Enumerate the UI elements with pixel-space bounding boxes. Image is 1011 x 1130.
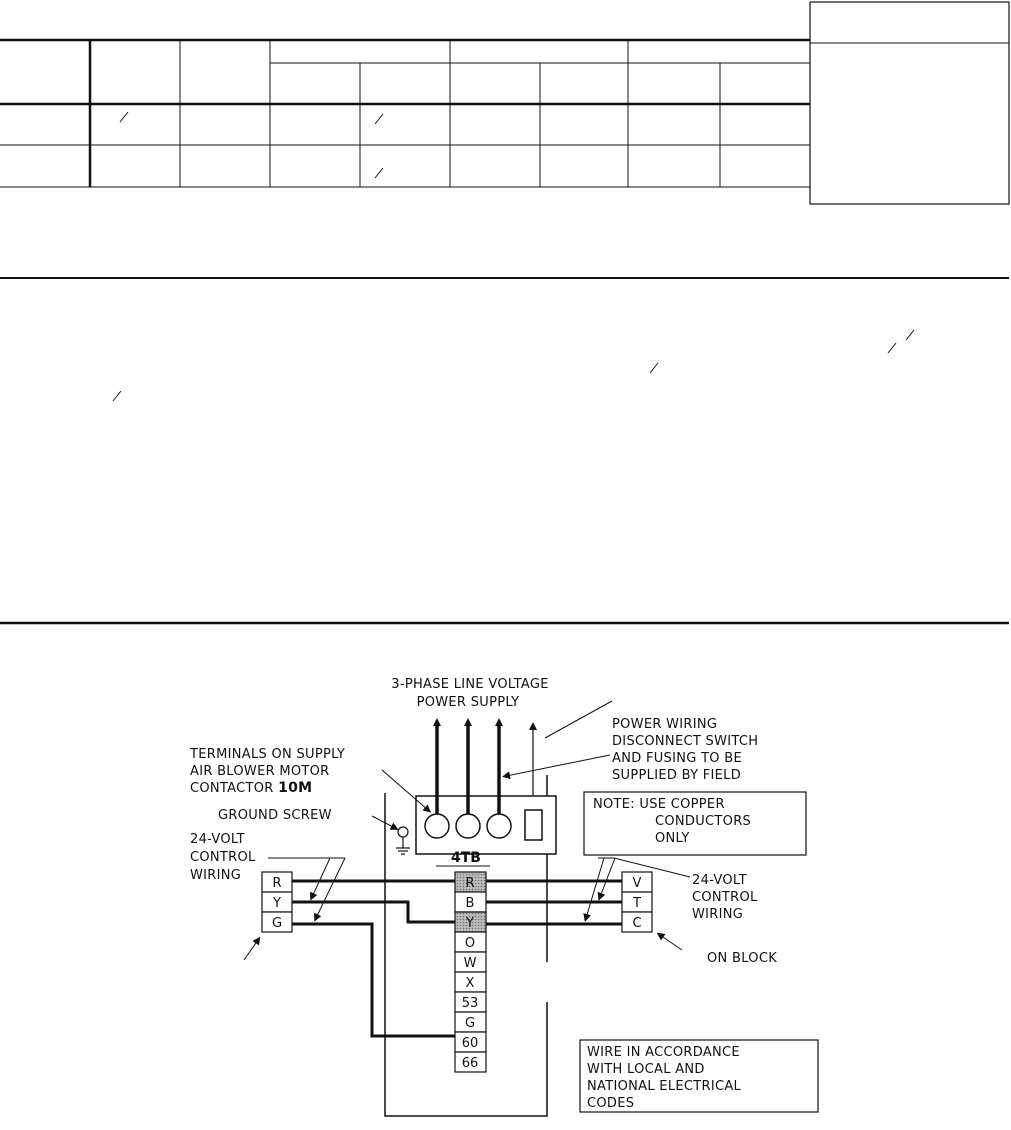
terminal-label-y: Y	[466, 916, 474, 931]
ground-symbol-icon	[396, 827, 410, 854]
supply-title-line1: 3-PHASE LINE VOLTAGE	[391, 677, 549, 692]
leader-arrow	[586, 858, 604, 918]
left-control-wiring-line3: WIRING	[190, 868, 242, 883]
wire-y	[292, 902, 455, 922]
left-control-wiring-line2: CONTROL	[190, 850, 256, 865]
terminal-block-id: 4TB	[451, 850, 481, 866]
terminal-label-x: X	[465, 976, 475, 991]
terminal-label-r: R	[465, 876, 475, 891]
ground-screw-label: GROUND SCREW	[218, 808, 332, 823]
left-terminal-y: Y	[273, 896, 281, 911]
terminal-block-4tb	[455, 872, 486, 1072]
terminals-label-line3-text: CONTACTOR	[190, 781, 274, 796]
leader-arrow	[244, 940, 258, 960]
left-terminal-g: G	[271, 916, 283, 931]
leader-arrow	[372, 816, 395, 828]
leader-arrow	[382, 770, 428, 810]
note-line1: NOTE: USE COPPER	[593, 797, 725, 812]
right-terminal-t: T	[633, 896, 641, 911]
leader-arrow	[660, 935, 682, 950]
terminal-label-g: G	[464, 1016, 476, 1031]
terminals-label-line1: TERMINALS ON SUPPLY	[190, 747, 346, 762]
terminal-label-o: O	[464, 936, 476, 951]
terminal-label-b: B	[465, 896, 475, 911]
leader-arrow	[316, 858, 345, 918]
terminals-label-line2: AIR BLOWER MOTOR	[190, 764, 330, 779]
leader-line	[545, 701, 612, 738]
power-wiring-line2: DISCONNECT SWITCH	[612, 734, 759, 749]
right-control-wiring-line2: CONTROL	[692, 890, 758, 905]
slash-mark	[375, 114, 383, 124]
contactor-id: 10M	[278, 780, 313, 796]
slash-mark	[120, 112, 128, 122]
power-wiring-line3: AND FUSING TO BE	[612, 751, 743, 766]
slash-mark	[375, 168, 383, 178]
wiring-diagram	[189, 677, 818, 1116]
power-wiring-line1: POWER WIRING	[612, 717, 718, 732]
slash-mark	[906, 330, 914, 340]
left-control-wiring-line1: 24-VOLT	[190, 832, 245, 847]
left-terminal-strip	[262, 872, 292, 932]
terminal-label-53: 53	[461, 996, 479, 1011]
right-control-wiring-line1: 24-VOLT	[692, 873, 747, 888]
power-wiring-line4: SUPPLIED BY FIELD	[612, 768, 742, 783]
wire-note-line2: WITH LOCAL AND	[587, 1062, 705, 1077]
wire-note-line4: CODES	[587, 1096, 635, 1111]
right-control-wiring-line3: WIRING	[692, 907, 744, 922]
slash-marks	[113, 330, 914, 401]
note-line2: CONDUCTORS	[655, 814, 752, 829]
note-line3: ONLY	[655, 831, 690, 846]
left-terminal-r: R	[272, 876, 282, 891]
leader-arrow	[506, 755, 610, 776]
terminal-label-66: 66	[461, 1056, 479, 1071]
leader-arrow	[312, 858, 330, 897]
wire-note-line3: NATIONAL ELECTRICAL	[587, 1079, 742, 1094]
wire-g	[292, 924, 455, 1036]
wire-note-line1: WIRE IN ACCORDANCE	[587, 1045, 740, 1060]
side-box	[810, 2, 1009, 204]
slash-mark	[888, 343, 896, 353]
side-box-frame	[810, 2, 1009, 204]
right-terminal-v: V	[632, 876, 642, 891]
terminal-label-w: W	[463, 956, 477, 971]
terminals-label-line3	[190, 780, 312, 796]
right-terminal-c: C	[632, 916, 642, 931]
right-terminal-strip	[622, 872, 652, 932]
slash-mark	[113, 391, 121, 401]
on-block-label: ON BLOCK	[707, 951, 778, 966]
spec-table	[0, 40, 810, 187]
supply-title-line2: POWER SUPPLY	[416, 695, 520, 710]
slash-mark	[650, 363, 658, 373]
terminal-label-60: 60	[461, 1036, 479, 1051]
